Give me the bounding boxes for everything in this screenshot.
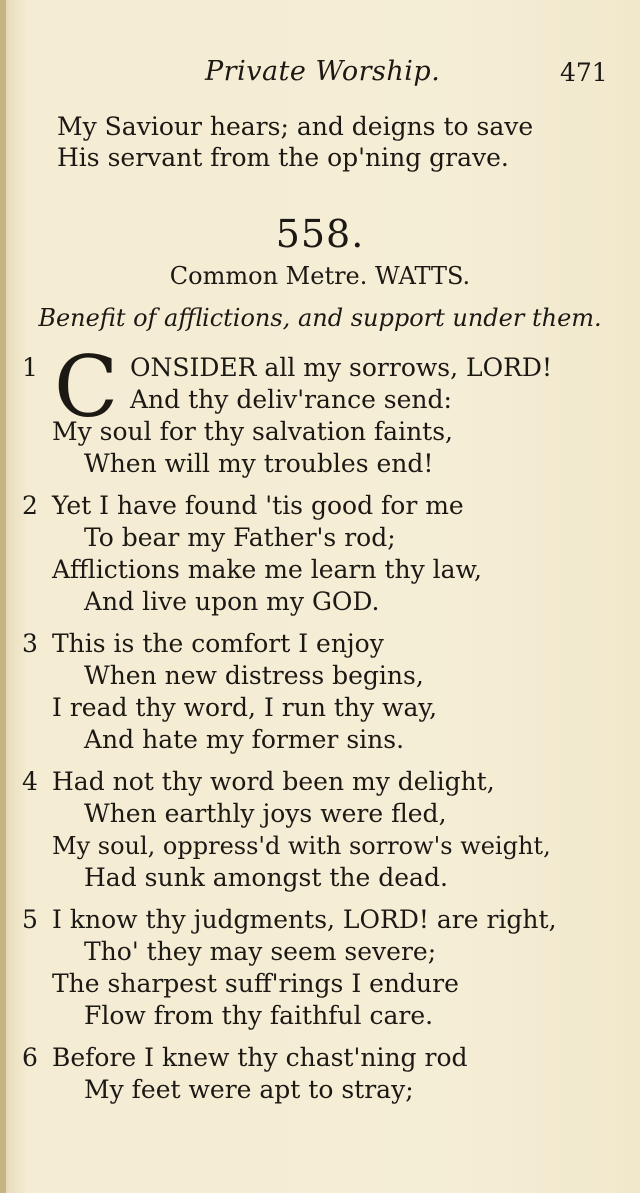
stanza-number: 2 [22, 491, 38, 520]
page-header [0, 56, 640, 96]
stanza-number: 6 [22, 1043, 38, 1072]
hymn-meter: Common Metre. WATTS. [169, 262, 471, 290]
verse-line: ONSIDER all my sorrows, LORD! [130, 353, 553, 382]
verse-line: The sharpest suff'rings I endure [52, 969, 459, 998]
verse-line: Before I knew thy chast'ning rod [52, 1043, 468, 1072]
verse-line: This is the comfort I enjoy [52, 629, 384, 658]
running-title: Private Worship. [205, 56, 441, 87]
drop-cap: C [54, 338, 119, 436]
verse-line: Yet I have found 'tis good for me [52, 491, 464, 520]
verse-line: My soul, oppress'd with sorrow's weight, [52, 832, 551, 860]
page-number: 471 [560, 58, 608, 87]
verse-line: My feet were apt to stray; [84, 1075, 414, 1104]
carryover-line-2: His servant from the op'ning grave. [57, 143, 509, 172]
stanza-number: 5 [22, 905, 38, 934]
hymn-number: 558. [275, 212, 365, 256]
verse-line: I read thy word, I run thy way, [52, 693, 438, 722]
hymn-subject: Benefit of afflictions, and support under them. [38, 304, 602, 332]
verse-line: And thy deliv'rance send: [130, 385, 452, 414]
stanza-number: 4 [22, 767, 38, 796]
verse-line: To bear my Father's rod; [84, 523, 396, 552]
verse-line: When earthly joys were fled, [84, 799, 447, 828]
verse-line: Had sunk amongst the dead. [84, 863, 448, 892]
verse-line: When new distress begins, [84, 661, 424, 690]
stanza-number: 1 [22, 353, 38, 382]
verse-line: Flow from thy faithful care. [84, 1001, 434, 1030]
stanza-number: 3 [22, 629, 38, 658]
verse-line: And hate my former sins. [84, 725, 405, 754]
verse-line: My soul for thy salvation faints, [52, 417, 453, 446]
verse-line: When will my troubles end! [84, 449, 434, 478]
verse-line: Tho' they may seem severe; [84, 937, 437, 966]
verse-line: Afflictions make me learn thy law, [52, 555, 482, 584]
verse-line: And live upon my GOD. [84, 587, 380, 616]
verse-line: Had not thy word been my delight, [52, 767, 495, 796]
page-gutter-edge [0, 0, 6, 1193]
verse-line: I know thy judgments, LORD! are right, [52, 905, 557, 934]
carryover-line-1: My Saviour hears; and deigns to save [57, 112, 534, 141]
